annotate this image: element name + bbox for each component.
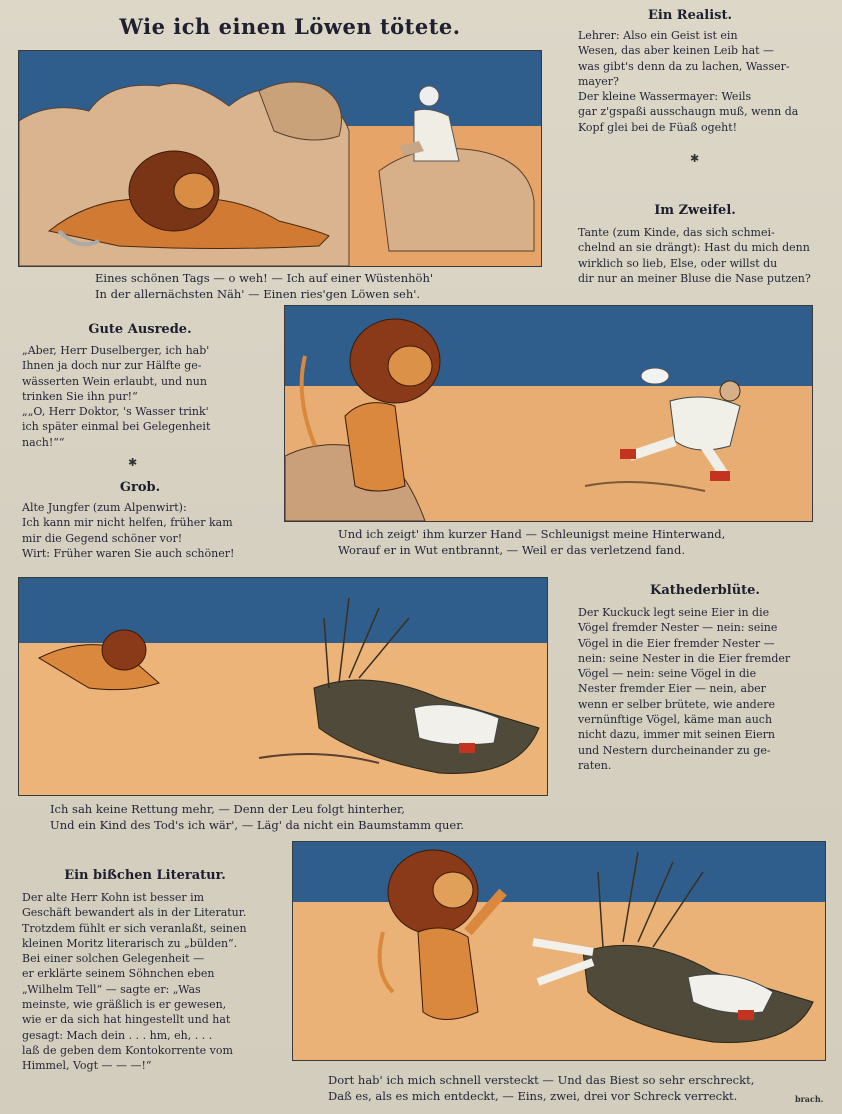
panel-1-caption [95,270,433,302]
heading-literatur: Ein bißchen Literatur. [64,868,226,883]
artist-signature: brach. [795,1094,824,1104]
text-line: Himmel, Vogt — — —!“ [22,1059,152,1073]
panel-1-illustration [19,51,541,266]
page-title: Wie ich einen Löwen tötete. [119,14,461,39]
comic-panel-1 [18,50,542,267]
panel-2-caption [338,526,725,558]
text-line: Lehrer: Also ein Geist ist ein [578,29,738,42]
separator-star: ✱ [128,456,138,469]
text-line: Bei einer solchen Gelegenheit — [22,952,205,966]
text-line: mayer? [578,74,619,88]
text-line: raten. [578,758,612,772]
text-line: Ich kann mir nicht helfen, früher kam [22,516,233,530]
caption-line: Und ein Kind des Tod's ich wär', — Läg' da nicht ein Baumstamm quer. [50,818,465,832]
text-line: „Aber, Herr Duselberger, ich hab' [22,344,210,357]
text-line: nach!““ [22,435,65,449]
text-line: Ihnen ja doch nur zur Hälfte ge- [22,359,202,373]
text-line: Tante (zum Kinde, das sich schmei- [578,226,775,239]
caption-line: Dort hab' ich mich schnell versteckt — Und das Biest so sehr erschreckt, [328,1073,755,1087]
separator-star: ✱ [690,152,700,165]
text-line: Vögel in die Eier fremder Nester — [578,636,775,650]
text-line: „„O, Herr Doktor, 's Wasser trink' [22,405,209,419]
text-line: dir nur an meiner Bluse die Nase putzen? [578,271,811,285]
text-line: vernünftige Vögel, käme man auch [578,713,773,727]
text-line: wenn er selber brütete, wie andere [578,697,775,711]
comic-panel-3 [18,577,548,796]
heading-ausrede: Gute Ausrede. [88,322,192,337]
text-line: ich später einmal bei Gelegenheit [22,420,211,434]
text-line: Wesen, das aber keinen Leib hat — [578,44,775,58]
heading-zweifel: Im Zweifel. [654,203,736,218]
text-ausrede [22,343,270,450]
text-line: Geschäft bewandert als in der Literatur. [22,906,247,920]
text-line: gar z'gspaßi ausschaugn muß, wenn da [578,105,799,119]
comic-panel-4 [292,841,826,1061]
text-line: wie er da sich hat hingestellt und hat [22,1013,231,1027]
text-line: Der kleine Wassermayer: Weils [578,90,752,104]
panel-4-caption [328,1072,754,1104]
text-line: Kopf glei bei de Füaß ogeht! [578,120,738,134]
text-line: „Wilhelm Tell“ — sagte er: „Was [22,982,201,996]
text-line: gesagt: Mach dein . . . hm, eh, . . . [22,1028,213,1042]
text-line: Alte Jungfer (zum Alpenwirt): [22,501,187,514]
panel-3-illustration [19,578,547,795]
text-line: er erklärte seinem Söhnchen eben [22,967,215,981]
text-line: nicht dazu, immer mit seinen Eiern [578,728,775,742]
caption-line: Daß es, als es mich entdeckt, — Eins, zwei, drei vor Schreck verreckt. [328,1089,738,1103]
text-realist [578,28,818,135]
heading-grob: Grob. [119,480,161,495]
text-line: mir die Gegend schöner vor! [22,531,183,545]
text-katheder [578,605,822,773]
text-line: wirklich so lieb, Else, oder willst du [578,256,778,270]
text-line: Wirt: Früher waren Sie auch schöner! [22,546,235,560]
caption-line: In der allernächsten Näh' — Einen ries'gen Löwen seh'. [95,287,421,301]
panel-2-illustration [285,306,812,521]
text-line: Vögel fremder Nester — nein: seine [578,621,778,635]
caption-line: Ich sah keine Rettung mehr, — Denn der Leu folgt hinterher, [50,802,405,816]
text-line: wässerten Wein erlaubt, und nun [22,374,207,388]
caption-line: Worauf er in Wut entbrannt, — Weil er das verletzend fand. [338,543,685,557]
text-line: Trotzdem fühlt er sich veranlaßt, seinen [22,921,247,935]
text-literatur [22,890,274,1074]
text-line: laß de geben dem Kontokorrente vom [22,1043,233,1057]
text-zweifel [578,225,823,286]
caption-line: Und ich zeigt' ihm kurzer Hand — Schleunigst meine Hinterwand, [338,527,726,541]
text-line: Der alte Herr Kohn ist besser im [22,891,205,904]
text-line: chelnd an sie drängt): Hast du mich denn [578,241,810,255]
caption-line: Eines schönen Tags — o weh! — Ich auf einer Wüstenhöh' [95,271,434,285]
text-line: Nester fremder Eier — nein, aber [578,682,766,696]
text-line: nein: seine Nester in die Eier fremder [578,651,791,665]
text-line: kleinen Moritz literarisch zu „bülden“. [22,936,238,950]
panel-3-caption [50,801,464,833]
text-line: was gibt's denn da zu lachen, Wasser- [578,59,790,73]
heading-katheder: Kathederblüte. [650,583,760,598]
text-grob [22,500,277,561]
panel-4-illustration [293,842,825,1060]
text-line: trinken Sie ihn pur!“ [22,389,138,403]
text-line: meinste, wie gräßlich is er gewesen, [22,998,227,1012]
comic-panel-2 [284,305,813,522]
text-line: und Nestern durcheinander zu ge- [578,743,771,757]
text-line: Der Kuckuck legt seine Eier in die [578,606,770,619]
heading-realist: Ein Realist. [647,8,733,23]
text-line: Vögel — nein: seine Vögel in die [578,667,757,681]
